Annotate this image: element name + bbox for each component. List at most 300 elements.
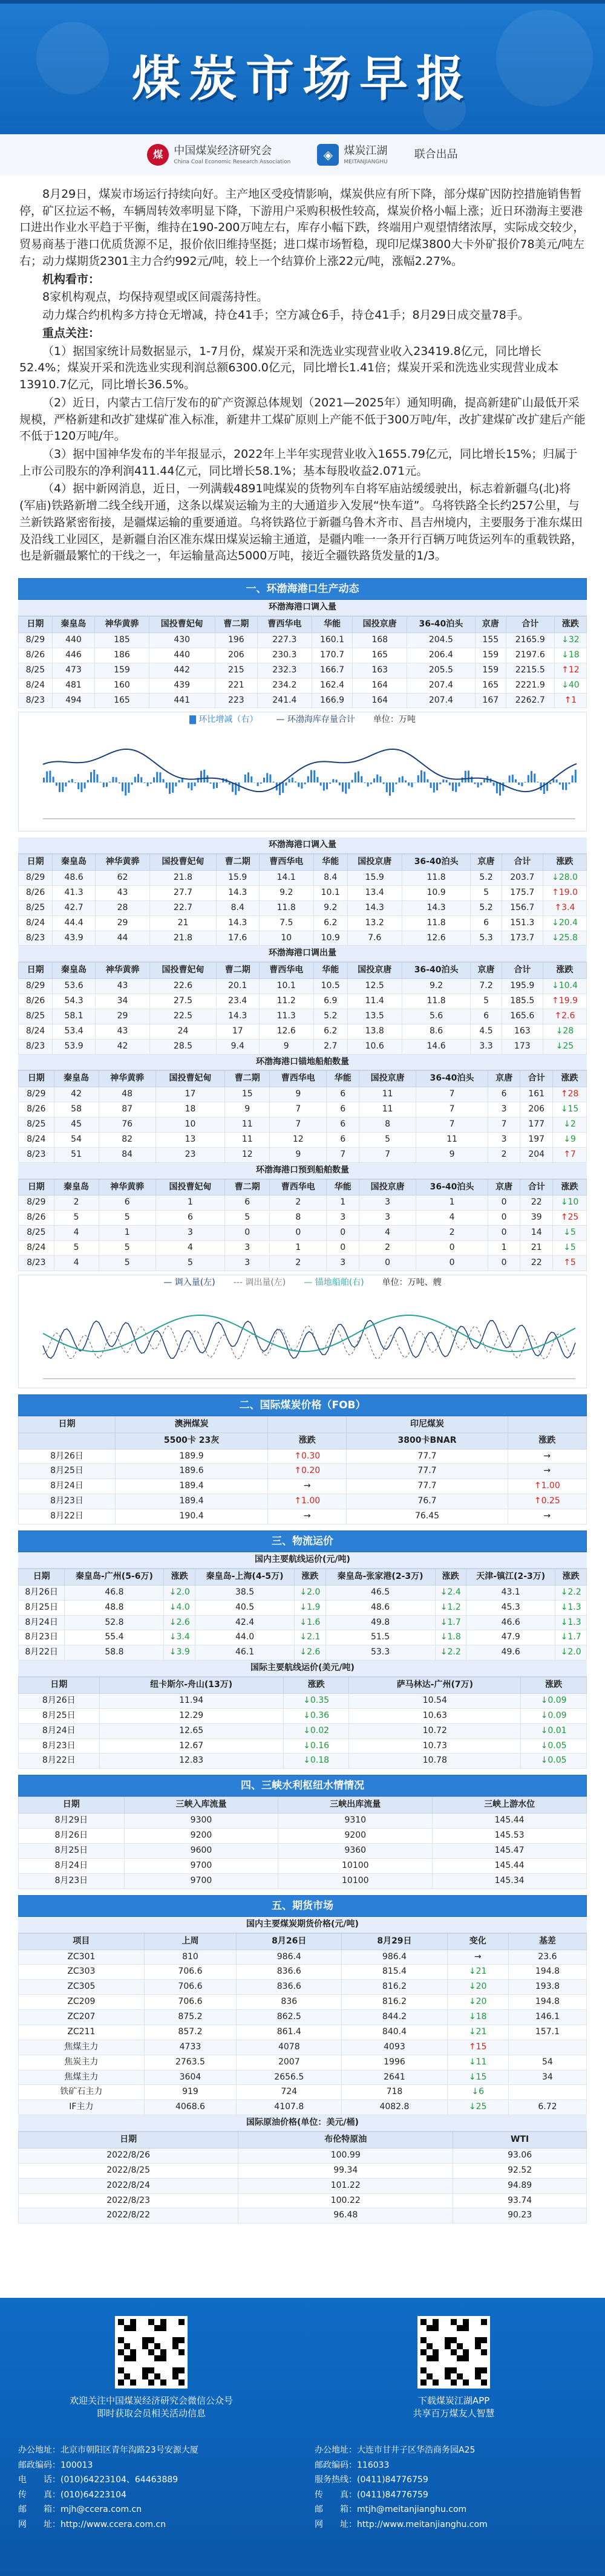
table-cell: ↓1.8 [435,1630,466,1645]
section-title: 一、环渤海港口生产动态 [18,578,587,600]
table-cell: 165 [475,678,506,693]
table-row [19,2085,587,2100]
table-cell: 4 [54,1226,99,1241]
column-header: 上周 [144,1933,237,1950]
table-cell: 52.8 [65,1615,164,1630]
change-bar [402,776,404,782]
qr-module [142,2343,148,2349]
table-cell: 14 [520,1226,553,1241]
column-header: 华能 [313,963,347,979]
change-bar [358,772,359,783]
change-bar [137,774,139,782]
table-cell: 8 [359,1117,416,1133]
qr-module [445,2367,451,2373]
table-cell: ↓21 [447,2025,508,2040]
legend-label: 环渤海库存量合计 [287,715,355,725]
table-cell: 21 [150,916,217,931]
qr-module [420,2379,427,2386]
table-cell: 44 [95,931,149,946]
change-bar [549,782,551,784]
outflow-line [43,1326,575,1359]
table-cell: 206 [215,648,257,663]
table-row [19,1449,587,1464]
change-bar [528,775,529,782]
table-cell: ZC305 [19,1980,145,1995]
table-cell: ↓1.3 [555,1600,587,1615]
table-cell: 14.3 [216,1009,259,1024]
table-cell: 7 [416,1117,488,1133]
change-bar [493,782,495,786]
table-cell: 5 [225,1211,270,1226]
table-cell: 810 [144,1950,237,1965]
column-header: 日期 [19,1677,100,1694]
change-bar [175,782,177,786]
table-cell: 77.7 [347,1479,508,1494]
qr-module [457,2373,463,2379]
change-bar [119,782,120,784]
table-cell: 204 [520,1147,553,1162]
table-cell: ↓2.6 [164,1615,195,1630]
org1-logo [147,143,290,166]
table-cell: 189.4 [116,1479,268,1494]
table-cell: 0 [416,1241,488,1256]
table-cell: 7.2 [471,979,502,994]
table-cell: ↑3.4 [543,900,586,916]
qr-module [463,2379,469,2386]
header-banner [0,0,605,175]
change-bar [292,778,293,782]
table-cell: 10.6 [347,1039,402,1054]
table-cell: 0 [359,1255,416,1270]
table-cell: ↓18 [447,2010,508,2025]
table-cell: ↓5 [553,1226,587,1241]
table-cell: ↓28.0 [543,871,586,886]
table-cell: 5.2 [471,871,502,886]
table-cell: 10.54 [349,1693,521,1708]
table-cell: 8月26日 [19,1829,125,1844]
table-cell: 232.3 [258,663,312,678]
table-cell: ↑0.30 [268,1449,347,1464]
qr-module [124,2355,130,2361]
column-header: 日期 [19,854,53,871]
views-paragraph: 8家机构观点，均保持观望或区间震荡持性。 [42,290,269,304]
table-row [19,1479,587,1494]
three-gorges-table [18,1797,587,1888]
table-cell: 2022/8/24 [19,2178,238,2193]
table-title: 国际原油价格(单位：美元/桶) [18,2115,587,2132]
column-header: 36-40泊头 [402,854,471,871]
qr-module [160,2325,166,2331]
table-row [19,979,587,994]
table-cell: 162.4 [312,678,353,693]
table-cell: 724 [237,2085,342,2100]
table-cell: 8月23日 [19,1738,100,1754]
table-cell: 206 [520,1102,553,1117]
change-bar [449,782,451,785]
table-cell: 20.1 [216,979,259,994]
table-cell: 8/26 [19,1211,54,1226]
column-header: 澳洲煤炭 [116,1416,268,1433]
table-cell: 473 [52,663,94,678]
table-cell: ↓0.05 [521,1754,587,1769]
table-cell: 1 [327,1195,359,1211]
table-cell: ↓0.09 [521,1708,587,1723]
contact-line: 传 真：(010)64223104 [18,2490,126,2500]
change-bar [339,782,341,785]
change-bar [326,782,328,789]
table-cell: 5.6 [402,1009,471,1024]
table-cell: 54 [54,1132,99,1147]
qr-module [118,2349,124,2355]
table-cell: ↓25.8 [543,931,586,946]
column-header: 秦皇岛 [52,617,94,633]
table-cell: ↓0.16 [283,1738,349,1754]
change-bar [134,777,136,782]
table-cell: 8/23 [19,1255,54,1270]
table-cell: 4733 [144,2040,237,2055]
table-cell: 155 [475,633,506,648]
column-header: 曹二期 [215,617,257,633]
change-bar [172,782,174,793]
table-title: 环渤海港口预到船舶数量 [18,1163,587,1179]
table-cell: 8/29 [19,1087,54,1102]
table-cell: 8/29 [19,979,53,994]
change-bar [103,782,105,787]
column-header: 涨跌 [295,1569,326,1585]
table-cell: 48 [99,1087,155,1102]
table-cell: 816.2 [342,1995,447,2010]
change-bar [116,778,117,783]
table-cell: 6 [488,1087,520,1102]
table-cell: 40.5 [195,1600,295,1615]
column-header: 日期 [19,617,53,633]
table-cell: ZC211 [19,2025,145,2040]
change-bar [352,780,353,782]
change-bar [556,779,558,782]
table-cell: 8月22日 [19,1645,65,1660]
table-cell: 166.7 [312,663,353,678]
table-cell: 13 [155,1132,225,1147]
table-cell: 8月24日 [19,1723,100,1738]
table-cell: 4078 [237,2040,342,2055]
column-header: 国投京唐 [359,1071,416,1087]
column-header: 国投京唐 [353,617,407,633]
column-header: 国投京唐 [359,1179,416,1195]
table-cell: ↓15 [447,2070,508,2085]
table-cell: 145.53 [433,1829,587,1844]
table-cell: ↓10 [553,1195,587,1211]
table-cell: 8/23 [19,693,53,708]
column-header: 曹西华电 [270,1071,327,1087]
unit-label: 单位：万吨 [373,715,416,725]
table-cell: 223 [215,693,257,708]
legend-line: — 环渤海库存量合计 [276,715,355,725]
table-cell: 10.63 [349,1708,521,1723]
table-row [19,2025,587,2040]
qr-module [148,2367,154,2373]
table-cell: ↓40 [554,678,586,693]
table-cell: 1996 [342,2055,447,2070]
table-row [19,1873,587,1888]
column-header: 华能 [327,1179,359,1195]
table-cell: 51.5 [325,1630,435,1645]
column-header: 涨跌 [543,963,586,979]
table-cell: 6 [327,1087,359,1102]
table-cell: ↑12 [554,663,586,678]
table-cell: 42.7 [53,900,96,916]
change-bar [342,782,344,792]
table-cell: 3 [327,1255,359,1270]
table-cell: 8/26 [19,1102,54,1117]
org2-en: MEITANJIANGHU [344,159,388,166]
wechat-qr-icon [115,2316,188,2389]
table-cell: 8/26 [19,885,53,900]
change-bar [455,782,457,792]
table-cell: 241.4 [258,693,312,708]
news-item: （1）据国家统计局数据显示，1-7月份，煤炭开采和洗选业实现营业收入23419.8亿元，同比增长52.4%；煤炭开采和洗选业实现利润总额6300.0亿元，同比增长1.41倍；煤炭开采和洗选业实现营业成本13910.7亿元，同比增长36.5%。 [19,344,559,392]
column-header: 合计 [520,1071,553,1087]
table-cell: 27.7 [150,885,217,900]
table-cell: 986.4 [237,1950,342,1965]
table-cell: ↓11 [447,2055,508,2070]
column-header: 三峡出库流量 [278,1797,433,1813]
change-bar [128,782,129,793]
table-cell: 5.2 [471,900,502,916]
column-header: 曹二期 [225,1071,270,1087]
anchor-ship-table [18,1070,587,1162]
table-cell: 2 [416,1226,488,1241]
table-cell: 2165.9 [506,633,554,648]
table-cell: 160.1 [312,633,353,648]
qr-module [172,2343,178,2349]
change-bar [531,771,532,782]
change-bar [53,777,54,783]
change-bar [509,776,511,783]
table-row [19,916,587,931]
unit-label: 单位：万吨、艘 [382,1277,442,1287]
column-header: 涨跌 [553,1071,587,1087]
table-cell: 8.4 [313,871,347,886]
table-cell: ↑1 [554,693,586,708]
section-title: 五、期货市场 [18,1895,587,1917]
change-bar [43,778,45,782]
change-bar [512,775,514,782]
intl-price-table [18,1416,587,1524]
ship-line [43,1315,575,1351]
column-header: 天津-镇江(2-3万) [466,1569,555,1585]
column-header: 曹西华电 [270,1179,327,1195]
views-paragraph: 动力煤合约机构多方持仓无增减，持仓41手；空方减仓6手，持仓41手；8月29日成交量78手。 [42,308,529,322]
table-cell: 6 [225,1195,270,1211]
qr-module [172,2373,178,2379]
org2-logo [317,143,387,166]
change-bar [250,776,252,782]
table-cell: ↓28 [543,1024,586,1039]
table-cell: 2022/8/26 [19,2148,238,2163]
table-cell: 7 [270,1117,327,1133]
qr-module [463,2355,469,2361]
table-cell: 8月24日 [19,1479,116,1494]
qr-module [178,2337,185,2343]
column-header: 8月29日 [342,1933,447,1950]
table-cell: ↓1.7 [435,1615,466,1630]
table-cell: ↓1.7 [555,1630,587,1645]
change-bar [90,772,92,782]
change-bar [56,782,57,785]
contact-line: 办公地址：北京市朝阳区青年沟路23号安源大厦 [18,2445,198,2455]
qr-module [463,2349,469,2355]
column-header: 京唐 [488,1179,520,1195]
table-cell: 10 [259,931,313,946]
table-row [19,1211,587,1226]
table-cell: ↓20 [447,1995,508,2010]
table-cell: ↑0.20 [268,1464,347,1479]
change-bar [329,782,331,784]
table-cell: ↓2.0 [555,1645,587,1660]
table-cell: 0 [488,1195,520,1211]
table-row [19,1844,587,1859]
table-cell: 836.6 [237,1965,342,1980]
section-title: 三、物流运价 [18,1530,587,1552]
change-bar [430,782,432,788]
change-bar [59,782,60,792]
table-cell: 163 [353,663,407,678]
qr-module [154,2373,160,2379]
contact-line: 传 真：(0411)84776759 [315,2490,428,2500]
change-bar [383,782,385,784]
legend-label: 锚地船舶(右) [315,1277,364,1287]
table-cell: 4 [54,1255,99,1270]
column-subheader: 5500卡 23灰 [116,1433,268,1449]
column-header: 华能 [327,1071,359,1087]
table-cell: 44.0 [195,1630,295,1645]
qr-module [451,2379,457,2386]
qr-module [154,2325,160,2331]
column-header: 秦皇岛 [53,854,96,871]
table-cell: 38.5 [195,1585,295,1600]
contact-line: 邮 箱：mjh@ccera.com.cn [18,2505,142,2514]
table-row [19,885,587,900]
legend-out: --- 调出量(左) [233,1277,286,1287]
table-cell: 8月23日 [19,1494,116,1509]
table-cell: ZC207 [19,2010,145,2025]
change-bar [399,778,401,782]
qr-module [148,2379,154,2386]
table-cell: ↑7 [553,1147,587,1162]
table-cell: 446 [52,648,94,663]
change-bar [568,782,570,784]
table-cell: 12.5 [347,979,402,994]
table-cell: 8月25日 [19,1844,125,1859]
chart-legend [19,1275,586,1291]
column-header: 变化 [447,1933,508,1950]
table-cell: 159 [475,648,506,663]
change-bar [68,781,70,782]
table-cell: ↓0.01 [521,1723,587,1738]
change-bar [477,782,479,787]
qr-module [475,2343,481,2349]
table-cell: 2221.9 [506,678,554,693]
table-cell: 10.1 [313,885,347,900]
table-cell: 13.2 [347,916,402,931]
table-cell: 8/24 [19,678,53,693]
table-cell: 43 [95,979,149,994]
column-header: 神华黄骅 [99,1071,155,1087]
column-header: 涨跌 [164,1569,195,1585]
change-bar [304,782,306,784]
change-bar [156,772,158,782]
table-cell: 12.6 [259,1024,313,1039]
change-bar [364,782,365,783]
table-cell: 844.2 [342,2010,447,2025]
table-cell: 48.6 [53,871,96,886]
column-header: 基差 [508,1933,586,1950]
column-header: 涨跌 [283,1677,349,1694]
table-cell: 215 [215,663,257,678]
change-bar [462,778,463,782]
table-cell: 230.3 [258,648,312,663]
table-cell: 100.99 [238,2148,453,2163]
table-cell: 718 [342,2085,447,2100]
qr-module [475,2373,481,2379]
table-cell: 11 [359,1102,416,1117]
table-cell: 12.29 [99,1708,283,1723]
column-header: 合计 [506,617,554,633]
table-cell: 18 [155,1102,225,1117]
table-row [19,1645,587,1660]
column-header: 36-40泊头 [407,617,476,633]
table-title: 环渤海港口调出量 [18,946,587,962]
column-header: 国投京唐 [347,963,402,979]
change-bar [424,772,425,782]
footer-caption: 共享百万煤友人智慧 [413,2408,495,2419]
change-bar [247,773,249,783]
table-title: 环渤海港口锚地船舶数量 [18,1055,587,1071]
table-cell: 49.8 [325,1615,435,1630]
table-row [19,1950,587,1965]
change-bar [140,778,142,783]
table-cell: 12.83 [99,1754,283,1769]
change-bar [106,782,108,787]
section-port-tables [18,838,587,1271]
table-cell: 6 [327,1102,359,1117]
table-cell: 14.3 [402,900,471,916]
table-cell: ↓0.02 [283,1723,349,1738]
contact-line: 网 址：http://www.ccera.com.cn [18,2519,166,2529]
table-cell: 10.9 [313,931,347,946]
table-cell: ↓25 [447,2100,508,2115]
table-cell: 4 [416,1211,488,1226]
change-bar [405,781,407,783]
change-bar [389,782,391,796]
change-bar [458,782,460,787]
change-bar [361,776,362,782]
table-cell: 816.2 [342,1980,447,1995]
table-cell: 0 [416,1255,488,1270]
change-bar [232,782,234,792]
qr-module [420,2367,427,2373]
table-row [19,900,587,916]
table-cell: 46.8 [65,1585,164,1600]
table-cell: 101.22 [238,2178,453,2193]
qr-module [124,2343,130,2349]
legend-label: 环比增减（右） [198,715,258,725]
table-cell: 11 [416,1132,488,1147]
table-cell: → [268,1509,347,1524]
change-bar [496,782,498,793]
table-row [19,1738,587,1754]
column-header: 曹西华电 [259,854,313,871]
